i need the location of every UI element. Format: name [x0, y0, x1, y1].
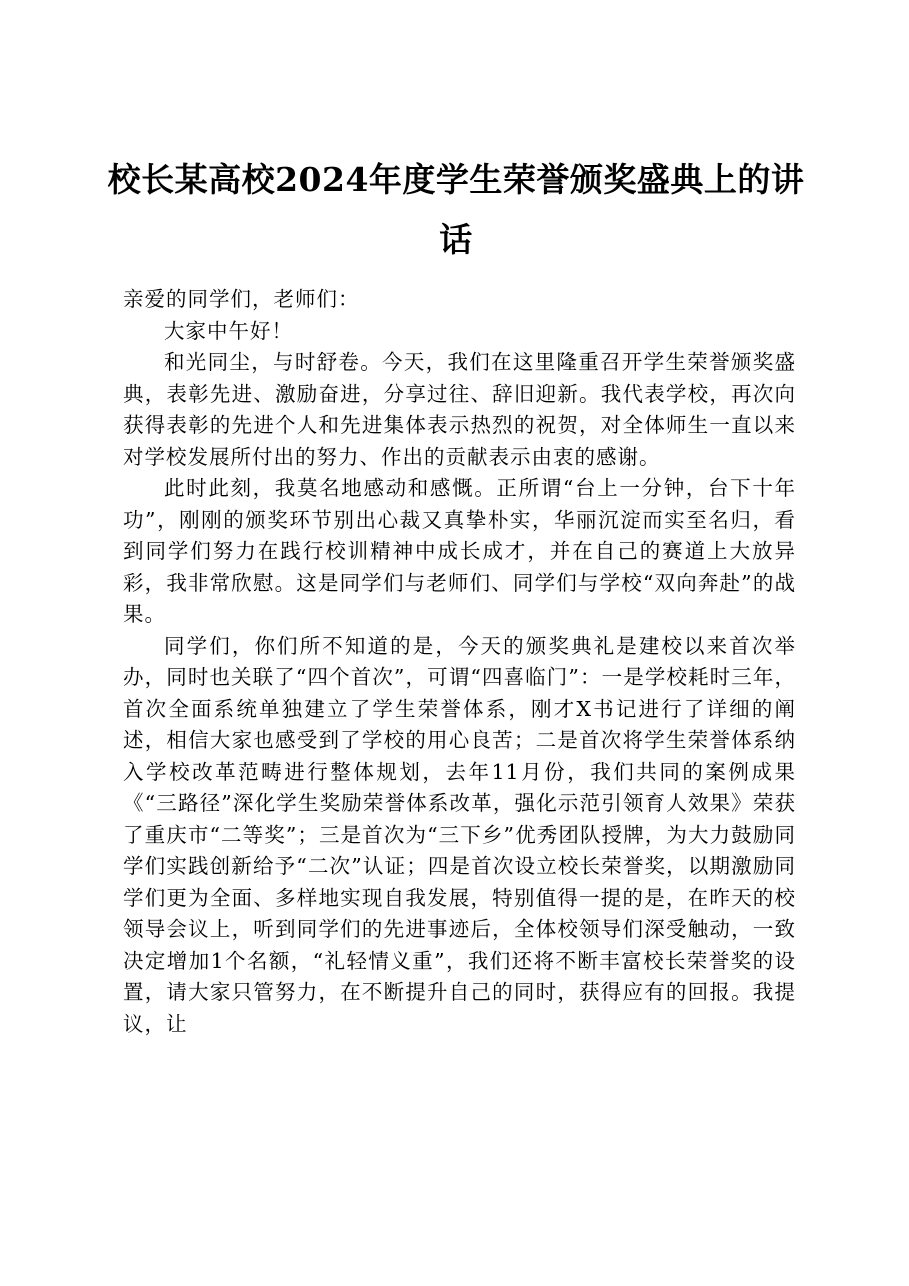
document-title: 校长某高校2024年度学生荣誉颁奖盛典上的讲话 [107, 160, 805, 259]
paragraph-2: 此时此刻，我莫名地感动和感慨。正所谓“台上一分钟，台下十年功”，刚刚的颁奖环节别出心裁又真挚朴实，华丽沉淀而实至名归，看到同学们努力在践行校训精神中成长成才，并在自己的赛道上大放异彩，我非常欣慰。这是同学们与老师们、同学们与学校“双向奔赴”的战果。 [123, 476, 796, 626]
greeting: 大家中午好！ [164, 318, 293, 343]
document-body [123, 284, 796, 1040]
paragraph-3: 同学们，你们所不知道的是，今天的颁奖典礼是建校以来首次举办，同时也关联了“四个首次”，可谓“四喜临门”：一是学校耗时三年，首次全面系统单独建立了学生荣誉体系，刚才X书记进行了详细的阐述，相信大家也感受到了学校的用心良苦；二是首次将学生荣誉体系纳入学校改革范畴进行整体规划，去年11月份，我们共同的案例成果《“三路径”深化学生奖励荣誉体系改革，强化示范引领育人效果》荣获了重庆市“二等奖”；三是首次为“三下乡”优秀团队授牌，为大力鼓励同学们实践创新给予“二次”认证；四是首次设立校长荣誉奖，以期激励同学们更为全面、多样地实现自我发展，特别值得一提的是，在昨天的校领导会议上，听到同学们的先进事迹后，全体校领导们深受触动，一致决定增加1个名额，“礼轻情义重”，我们还将不断丰富校长荣誉奖的设置，请大家只管努力，在不断提升自己的同时，获得应有的回报。我提议，让 [123, 633, 796, 1036]
paragraph-1: 和光同尘，与时舒卷。今天，我们在这里隆重召开学生荣誉颁奖盛典，表彰先进、激励奋进，分享过往、辞旧迎新。我代表学校，再次向获得表彰的先进个人和先进集体表示热烈的祝贺，对全体师生一直以来对学校发展所付出的努力、作出的贡献表示由衷的感谢。 [123, 350, 796, 469]
salutation: 亲爱的同学们，老师们： [123, 287, 360, 311]
